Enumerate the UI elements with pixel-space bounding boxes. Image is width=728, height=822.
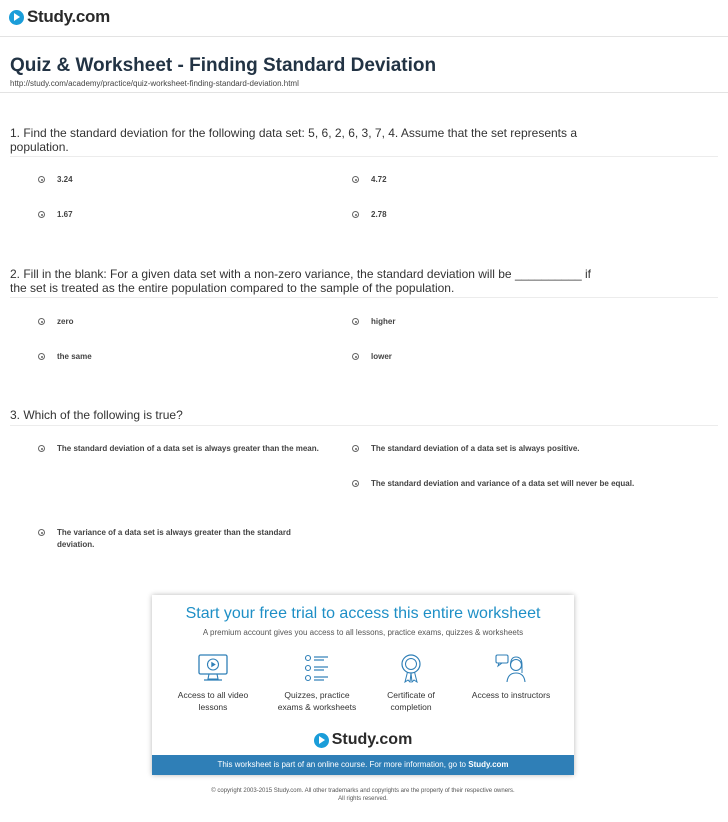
play-logo-icon bbox=[9, 10, 24, 25]
answer-option[interactable] bbox=[352, 351, 392, 363]
study-link[interactable]: Study.com bbox=[468, 760, 509, 769]
answer-option[interactable] bbox=[38, 527, 328, 551]
radio-icon[interactable] bbox=[38, 176, 45, 183]
answer-option[interactable] bbox=[352, 174, 387, 186]
radio-icon[interactable] bbox=[38, 211, 45, 218]
header-divider bbox=[0, 36, 728, 37]
answer-option[interactable] bbox=[352, 478, 652, 490]
course-info-bar bbox=[152, 755, 574, 775]
radio-icon[interactable] bbox=[352, 176, 359, 183]
option-label: 4.72 bbox=[371, 175, 387, 184]
question-divider bbox=[10, 297, 718, 298]
logo-text: Study.com bbox=[331, 731, 413, 748]
promo-study-logo[interactable] bbox=[152, 731, 574, 749]
page-url: http://study.com/academy/practice/quiz-worksheet-finding-standard-deviation.html bbox=[10, 79, 299, 88]
feature-video-lessons bbox=[168, 653, 258, 713]
free-trial-promo[interactable] bbox=[152, 595, 574, 775]
option-label: 2.78 bbox=[371, 210, 387, 219]
play-logo-icon bbox=[314, 733, 329, 748]
answer-option[interactable] bbox=[38, 209, 73, 221]
answer-option[interactable] bbox=[352, 443, 652, 455]
copyright-line: All rights reserved. bbox=[338, 796, 388, 802]
promo-title: Start your free trial to access this entire worksheet bbox=[185, 605, 541, 622]
radio-icon[interactable] bbox=[38, 318, 45, 325]
feature-quizzes bbox=[272, 653, 362, 713]
promo-subtitle: A premium account gives you access to all lessons, practice exams, quizzes & worksheets bbox=[202, 628, 524, 637]
option-label: The variance of a data set is always greater than the standard deviation. bbox=[57, 528, 291, 549]
option-label: zero bbox=[57, 317, 74, 326]
instructor-chat-icon bbox=[494, 653, 528, 683]
radio-icon[interactable] bbox=[352, 445, 359, 452]
radio-icon[interactable] bbox=[352, 353, 359, 360]
feature-instructors bbox=[466, 653, 556, 701]
copyright bbox=[150, 787, 576, 803]
question-2: 2. Fill in the blank: For a given data set with a non-zero variance, the standard deviation will be __________ if the set is treated as the entire population compared to the sample of the population. bbox=[10, 267, 592, 295]
video-lessons-icon bbox=[196, 653, 230, 683]
option-label: The standard deviation of a data set is always greater than the mean. bbox=[57, 444, 319, 453]
radio-icon[interactable] bbox=[352, 318, 359, 325]
option-label: The standard deviation of a data set is always positive. bbox=[371, 444, 580, 453]
radio-icon[interactable] bbox=[352, 480, 359, 487]
logo-text: Study.com bbox=[27, 7, 110, 26]
feature-label: Access to all video lessons bbox=[177, 690, 249, 712]
radio-icon[interactable] bbox=[38, 445, 45, 452]
answer-option[interactable] bbox=[38, 443, 328, 455]
radio-icon[interactable] bbox=[38, 529, 45, 536]
radio-icon[interactable] bbox=[352, 211, 359, 218]
answer-option[interactable] bbox=[38, 316, 73, 328]
answer-option[interactable] bbox=[352, 316, 395, 328]
option-label: higher bbox=[371, 317, 396, 326]
course-info-text: This worksheet is part of an online course. For more information, go to bbox=[217, 760, 466, 769]
option-label: 1.67 bbox=[57, 210, 73, 219]
option-label: The standard deviation and variance of a data set will never be equal. bbox=[371, 479, 635, 488]
option-label: lower bbox=[371, 352, 392, 361]
question-3: 3. Which of the following is true? bbox=[10, 408, 183, 422]
answer-option[interactable] bbox=[38, 174, 73, 186]
page-title: Quiz & Worksheet - Finding Standard Deviation bbox=[10, 55, 437, 76]
certificate-icon bbox=[394, 653, 428, 683]
quiz-list-icon bbox=[300, 653, 334, 683]
title-divider bbox=[0, 92, 728, 93]
feature-label: Access to instructors bbox=[471, 690, 551, 700]
option-label: the same bbox=[57, 352, 92, 361]
question-divider bbox=[10, 425, 718, 426]
feature-certificate bbox=[366, 653, 456, 713]
answer-option[interactable] bbox=[38, 351, 92, 363]
option-label: 3.24 bbox=[57, 175, 73, 184]
question-1: 1. Find the standard deviation for the following data set: 5, 6, 2, 6, 3, 7, 4. Assume that the set represents a population. bbox=[10, 126, 578, 154]
feature-label: Certificate of completion bbox=[387, 690, 435, 712]
study-logo[interactable] bbox=[9, 7, 110, 27]
answer-option[interactable] bbox=[352, 209, 387, 221]
copyright-line: © copyright 2003-2015 Study.com. All other trademarks and copyrights are the property of their respective owners. bbox=[211, 788, 515, 794]
question-divider bbox=[10, 156, 718, 157]
feature-label: Quizzes, practice exams & worksheets bbox=[277, 690, 357, 712]
radio-icon[interactable] bbox=[38, 353, 45, 360]
